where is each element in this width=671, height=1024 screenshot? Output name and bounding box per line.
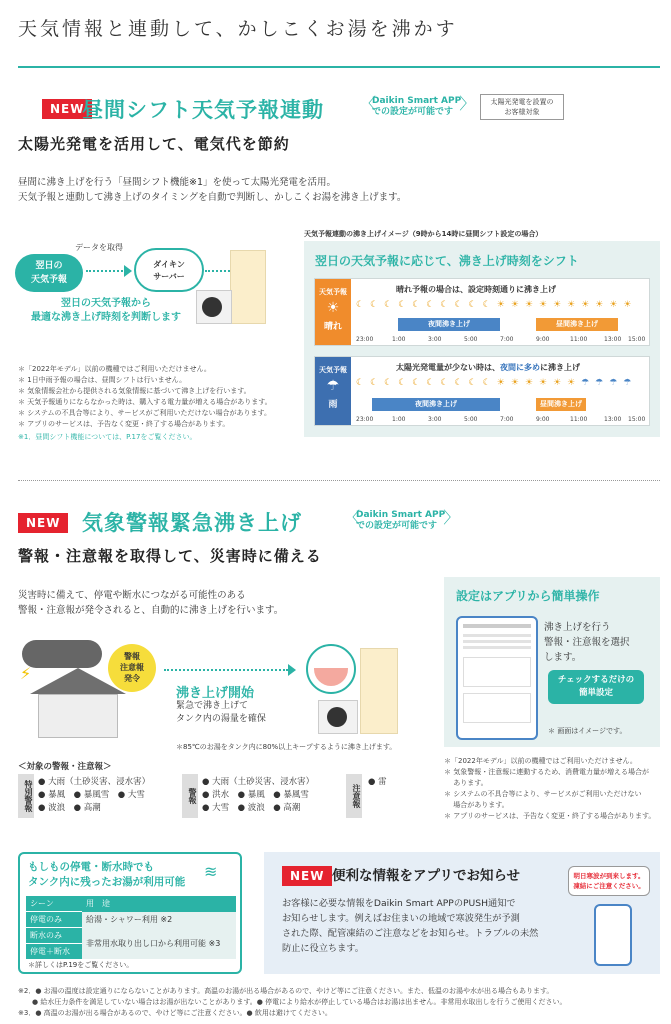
note-item: ＊ アプリのサービスは、予告なく変更・終了する場合があります。 (444, 812, 656, 820)
app-box-image-note: ＊ 画面はイメージです。 (548, 727, 627, 735)
tick: 9:00 (536, 416, 550, 423)
tick: 3:00 (428, 336, 442, 343)
alert-circle (108, 644, 156, 692)
notify-title: 便利な情報をアプリでお知らせ (332, 868, 521, 884)
warning-label: 警報 (182, 774, 198, 818)
keep-note: ＊85℃のお湯をタンク内に80%以上キープするように沸き上げます。 (176, 743, 397, 751)
note-item: ＊ システムの不具合等により、サービスがご利用いただけない場合があります。 (18, 409, 271, 417)
tank-unit-2 (360, 648, 398, 734)
diagram-caption (16, 297, 196, 325)
note-item: ＊ 気象警報・注意報に連動するため、消費電力量が増える場合が (444, 768, 649, 776)
advisory-label: 注意報 (346, 774, 362, 818)
notify-body-line: 防止に役立ちます。 (282, 943, 364, 954)
water-circle (306, 644, 356, 694)
cloud-line1: 翌日の (35, 261, 63, 271)
col-use: 用 途 (82, 896, 236, 912)
sun-icon: ☀ (326, 300, 340, 316)
lightning-icon: ⚡ (20, 664, 32, 683)
caption-line1: 翌日の天気予報から (61, 298, 151, 309)
footnote-1: ※1．昼間シフト機能については、P.17をご覧ください。 (18, 433, 197, 441)
heat-pump-unit (196, 290, 232, 324)
bubble-line1: チェックするだけの (557, 675, 635, 685)
note-item: ＊「2022年モデル」以前の機種ではご利用いただけません。 (444, 757, 637, 765)
app-note-line2: での設定が可能です (356, 521, 438, 531)
target-line1: 太陽光発電を設置の (490, 98, 554, 106)
target-box (480, 94, 564, 120)
warning-items (202, 776, 314, 815)
alert-line3: 発令 (124, 674, 140, 683)
app-box-text-1: 沸き上げを行う (544, 622, 611, 633)
phone-msg-1: 明日寒波が到来します。 (573, 872, 645, 880)
arrow-dots-3 (164, 669, 288, 671)
app-note-line1: 〈 Daikin Smart APP (356, 510, 446, 520)
target-line2: お客様対象 (504, 108, 540, 116)
emergency-note: ＊詳しくはP.19をご覧ください。 (28, 961, 134, 969)
shower-icon: ≋ (204, 862, 218, 881)
tick: 11:00 (570, 416, 588, 423)
app-box-bubble (548, 670, 644, 704)
note-item: あります。 (444, 779, 488, 787)
arrow-dots-2 (205, 270, 230, 272)
app-box-title: 設定はアプリから簡単操作 (456, 589, 600, 603)
section2-body-2: 警報・注意報が発令されると、自動的に沸き上げを行います。 (18, 605, 284, 616)
section1-title: 昼間シフト天気予報連動 (82, 98, 324, 122)
tick: 15:00 (628, 336, 646, 343)
sunny-label: 晴れ (323, 322, 342, 332)
table-row-use: 給湯・シャワー利用 ※2 (82, 912, 236, 928)
arrow-head-3 (288, 664, 296, 676)
section2-app-note (356, 510, 445, 532)
sunny-bar-day: 昼間沸き上げ (536, 318, 618, 331)
rainy-tag-text: 天気予報 (319, 366, 347, 374)
warning-item: ● 波浪 ● 高潮 (38, 803, 101, 813)
start-desc (176, 700, 266, 726)
tick: 7:00 (500, 416, 514, 423)
app-note-line1: 〈 Daikin Smart APP (372, 96, 462, 106)
forecast-cloud (15, 254, 83, 292)
section1-subtitle: 太陽光発電を活用して、電気代を節約 (18, 135, 290, 153)
emergency-table (26, 896, 236, 959)
image-headline: 翌日の天気予報に応じて、沸き上げ時刻をシフト (315, 254, 579, 268)
warning-item: ● 大雨（土砂災害、浸水害） (38, 777, 151, 787)
rainy-bar-night: 夜間沸き上げ (372, 398, 500, 411)
rainy-icons: ☾☾☾☾☾☾☾☾☾☾☀☀☀☀☀☀☂☂☂☂ (356, 378, 638, 388)
table-row-scene: 停電＋断水 (26, 944, 82, 960)
tick: 5:00 (464, 336, 478, 343)
section1-app-note (372, 96, 461, 118)
rainy-tag (315, 357, 351, 425)
sunny-icons: ☾☾☾☾☾☾☾☾☾☾☀☀☀☀☀☀☀☀☀☀ (356, 300, 638, 310)
warning-item: ● 暴風 ● 暴風雪 ● 大雪 (38, 790, 145, 800)
app-box-text-2: 警報・注意報を選択 (544, 637, 630, 648)
notify-body-line: お知らせします。例えばお住まいの地域で寒波発生が予測 (282, 913, 520, 924)
heat-pump-unit-2 (318, 700, 358, 734)
table-row-use: 非常用水取り出し口から利用可能 ※3 (82, 928, 236, 960)
emergency-title (28, 860, 185, 890)
new-badge-2: NEW (18, 513, 68, 533)
section-divider (18, 480, 660, 481)
col-scene: シーン (26, 896, 82, 912)
tick: 13:00 (604, 416, 622, 423)
footnotes (18, 986, 567, 1019)
note-item: ＊ 気象情報会社から提供される気象情報に基づいて沸き上げを行います。 (18, 387, 251, 395)
tick: 13:00 (604, 336, 622, 343)
server-line1: ダイキン (153, 260, 185, 269)
rainy-text-a: 太陽光発電量が少ない時は、 (396, 363, 500, 372)
note-item: ＊ アプリのサービスは、予告なく変更・終了する場合があります。 (18, 420, 230, 428)
app-box-text (544, 620, 630, 665)
phone-msg-2: 凍結にご注意ください。 (573, 882, 645, 890)
app-box-text-3: します。 (544, 652, 582, 663)
warning-item: ● 雷 (368, 777, 387, 787)
tick: 23:00 (356, 416, 374, 423)
note-item: ＊ 1日中雨予報の場合は、昼間シフトは行いません。 (18, 376, 187, 384)
section2-title: 気象警報緊急沸き上げ (82, 511, 302, 535)
section1-notes (18, 364, 272, 443)
tick: 1:00 (392, 416, 406, 423)
section1-body-1: 昼間に沸き上げを行う「昼間シフト機能※1」を使って太陽光発電を活用。 (18, 177, 337, 188)
tick: 3:00 (428, 416, 442, 423)
note-item: ＊ システムの不具合等により、サービスがご利用いただけない (444, 790, 642, 798)
section2-body-1: 災害時に備えて、停電や断水につながる可能性のある (18, 590, 246, 601)
section1-body-2: 天気予報と連動して沸き上げのタイミングを自動で判断し、かしこくお湯を沸き上げます。 (18, 192, 407, 203)
notify-body (282, 896, 538, 956)
tick: 9:00 (536, 336, 550, 343)
start-desc-1: 緊急で沸き上げて (176, 701, 249, 711)
start-desc-2: タンク内の湯量を確保 (176, 714, 266, 724)
rainy-text (396, 362, 580, 373)
new-badge-3: NEW (282, 866, 332, 886)
phone-message-bubble (568, 866, 650, 896)
note-item: 場合があります。 (444, 801, 509, 809)
caption-line2: 最適な沸き上げ時刻を判断します (31, 312, 181, 323)
umbrella-icon: ☂ (326, 378, 340, 394)
phone-icon (594, 904, 632, 966)
arrow-dots (86, 270, 126, 272)
sunny-text: 晴れ予報の場合は、設定時刻通りに沸き上げ (396, 285, 556, 294)
app-note-line2: での設定が可能です (372, 107, 454, 117)
storm-cloud-icon (22, 640, 102, 668)
warning-item: ● 洪水 ● 暴風 ● 暴風雪 (202, 790, 309, 800)
rainy-text-b: 夜間に多め (500, 363, 540, 372)
warning-item: ● 大雪 ● 波浪 ● 高潮 (202, 803, 301, 813)
warning-item: ● 大雨（土砂災害、浸水害） (202, 777, 315, 787)
table-row-scene: 断水のみ (26, 928, 82, 944)
tick: 7:00 (500, 336, 514, 343)
house-icon (38, 694, 118, 738)
tick: 5:00 (464, 416, 478, 423)
notify-body-line: お客様に必要な情報をDaikin Smart APPのPUSH通知で (282, 898, 516, 909)
advisory-items (368, 776, 387, 789)
arrow-head (124, 265, 132, 277)
alert-line1: 警報 (124, 652, 140, 661)
sunny-tag (315, 279, 351, 345)
tick: 1:00 (392, 336, 406, 343)
rainy-bar-day: 昼間沸き上げ (536, 398, 586, 411)
sunny-bar-night: 夜間沸き上げ (398, 318, 500, 331)
new-badge-1: NEW (42, 99, 92, 119)
rainy-text-c: に沸き上げ (540, 363, 580, 372)
page-title: 天気情報と連動して、かしこくお湯を沸かす (18, 18, 458, 40)
tick: 15:00 (628, 416, 646, 423)
note-item: ＊「2022年モデル」以前の機種ではご利用いただけません。 (18, 365, 211, 373)
section2-subtitle: 警報・注意報を取得して、災害時に備える (18, 547, 322, 565)
cloud-line2: 天気予報 (30, 275, 67, 285)
emergency-title-1: もしもの停電・断水時でも (28, 861, 154, 873)
tick: 11:00 (570, 336, 588, 343)
start-label: 沸き上げ開始 (176, 686, 255, 701)
footnote-item: ※3．● 高温のお湯が出る場合があるので、やけど等にご注意ください。● 飲用は避けてください。 (18, 1009, 332, 1017)
note-item: ＊ 天気予報通りにならなかった時は、購入する電力量が増える場合があります。 (18, 398, 272, 406)
title-divider (18, 66, 660, 68)
footnote-item: ● 給水圧力条件を満足していない場合はお湯が出ないことがあります。● 停電により給水が停止している場合はお湯は出ません。非常用水取出しを行うご使用ください。 (18, 998, 567, 1006)
special-warning-label: 特別警報 (18, 774, 34, 818)
sunny-tag-text: 天気予報 (319, 288, 347, 296)
phone-screen (456, 616, 538, 740)
data-label: データを取得 (75, 243, 123, 252)
tick: 23:00 (356, 336, 374, 343)
footnote-item: ※2．● お湯の温度は設定通りにならないことがあります。高温のお湯が出る場合があるので、やけど等にご注意ください。また、低温のお湯や水が出る場合もあります。 (18, 987, 554, 995)
target-heading: ＜対象の警報・注意報＞ (18, 762, 112, 772)
notify-body-line: された際、配管凍結のご注意などをお知らせ。トラブルの未然 (282, 928, 539, 939)
alert-line2: 注意報 (120, 663, 144, 672)
section2-notes (444, 756, 655, 822)
special-warning-items (38, 776, 150, 815)
bubble-line2: 簡単設定 (578, 688, 613, 698)
server-line2: サーバー (153, 272, 185, 281)
tank-unit (230, 250, 266, 324)
server-cloud (134, 248, 204, 292)
image-title: 天気予報連動の沸き上げイメージ（9時から14時に昼間シフト設定の場合） (304, 230, 543, 238)
table-row-scene: 停電のみ (26, 912, 82, 928)
emergency-title-2: タンク内に残ったお湯が利用可能 (28, 876, 186, 888)
rainy-label: 雨 (328, 400, 338, 410)
